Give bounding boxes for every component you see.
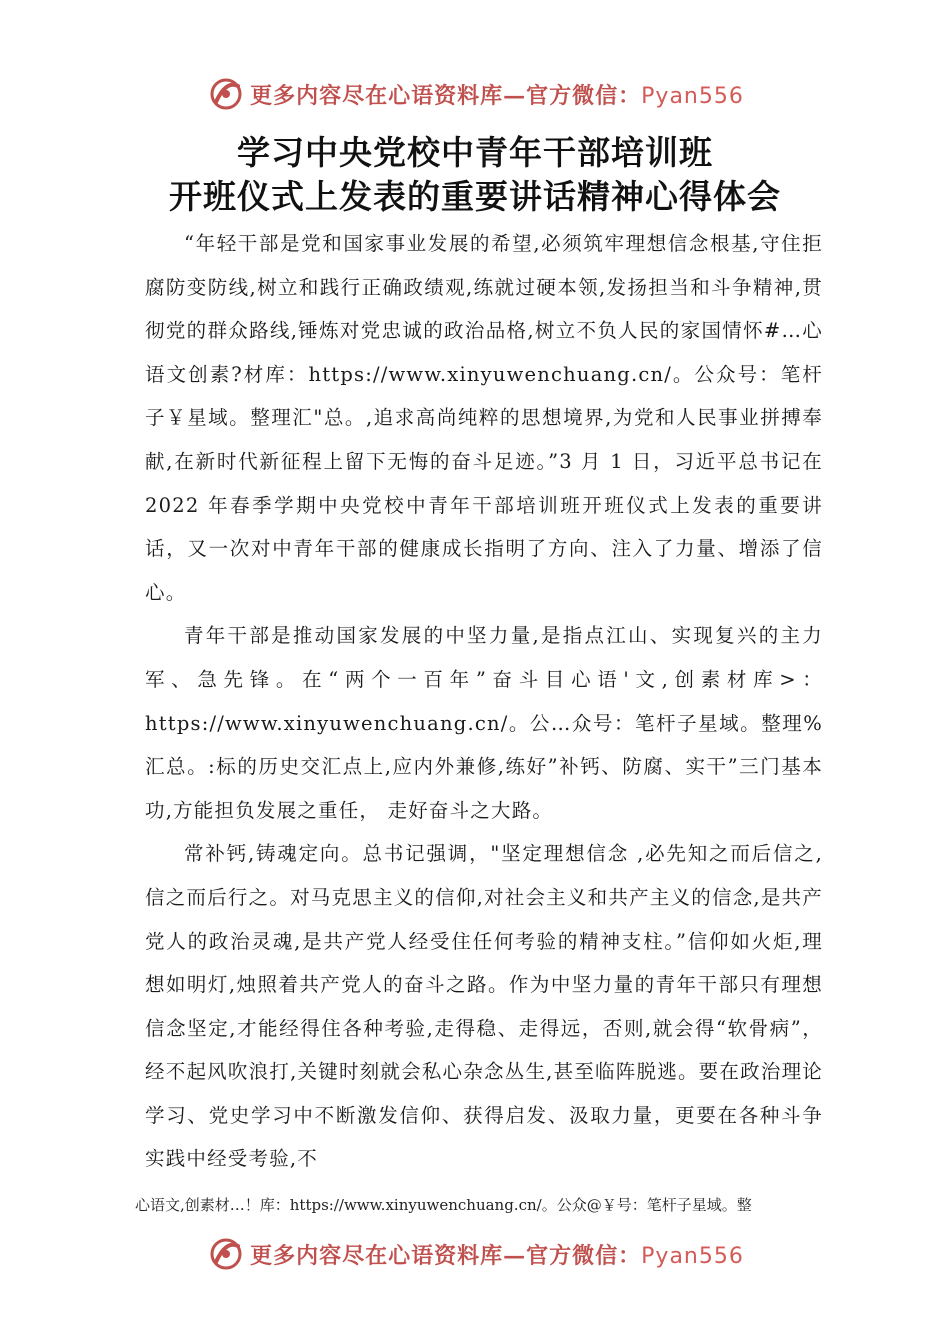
document-title-line-1: 学习中央党校中青年干部培训班: [237, 133, 713, 172]
paragraph-1: “年轻干部是党和国家事业发展的希望,必须筑牢理想信念根基,守住拒腐防变防线,树立和践行正确政绩观,练就过硬本领,发扬担当和斗争精神,贯彻党的群众路线,锤炼对党忠诚的政治品格,树立不负人民的家国情怀#…心语文创素?材库：https://www.xinyuwenchuang.cn/。公众号：笔杆子￥星域。整理汇"总。,追求高尚纯粹的思想境界,为党和人民事业拼搏奉献,在新时代新征程上留下无悔的奋斗足迹。”3 月 1 日，习近平总书记在 2022 年春季学期中央党校中青年干部培训班开班仪式上发表的重要讲话，又一次对中青年干部的健康成长指明了方向、注入了力量、增添了信心。: [145, 232, 823, 604]
banner-text: 更多内容尽在心语资料库—官方微信：Pyan556: [250, 1242, 744, 1269]
wechat-account: Pyan556: [641, 83, 744, 109]
paragraph-2: 青年干部是推动国家发展的中坚力量,是指点江山、实现复兴的主力军、急先锋。在“两个一百年”奋斗目心语'文,创素材库>：https://www.xinyuwenchuang.cn/。公…众号：笔杆子星域。整理%汇总。:标的历史交汇点上,应内外兼修,练好”补钙、防腐、实干”三门基本功,方能担负发展之重任， 走好奋斗之大路。: [145, 624, 823, 822]
document-title-line-2: 开班仪式上发表的重要讲话精神心得体会: [169, 177, 781, 216]
logo-icon: [206, 1234, 246, 1274]
logo-icon: [206, 74, 246, 114]
document-body: [145, 222, 823, 1181]
wechat-account: Pyan556: [641, 1243, 744, 1269]
paragraph-3: 常补钙,铸魂定向。总书记强调，"坚定理想信念 ,必先知之而后信之,信之而后行之。对马克思主义的信仰,对社会主义和共产主义的信念,是共产党人的政治灵魂,是共产党人经受住任何考验的精神支柱。”信仰如火炬,理想如明灯,烛照着共产党人的奋斗之路。作为中坚力量的青年干部只有理想信念坚定,才能经得住各种考验,走得稳、走得远，否则,就会得“软骨病”， 经不起风吹浪打,关键时刻就会私心杂念丛生,甚至临阵脱逃。要在政治理论学习、党史学习中不断激发信仰、获得启发、汲取力量，更要在各种斗争实践中经受考验,不: [145, 842, 823, 1171]
footer-banner: [0, 1232, 950, 1276]
footer-note: 心语文,创素材…！库：https://www.xinyuwenchuang.cn/。公众@￥号：笔杆子星域。整: [135, 1196, 752, 1214]
banner-text: 更多内容尽在心语资料库—官方微信：Pyan556: [250, 82, 744, 109]
header-banner: [0, 72, 950, 116]
